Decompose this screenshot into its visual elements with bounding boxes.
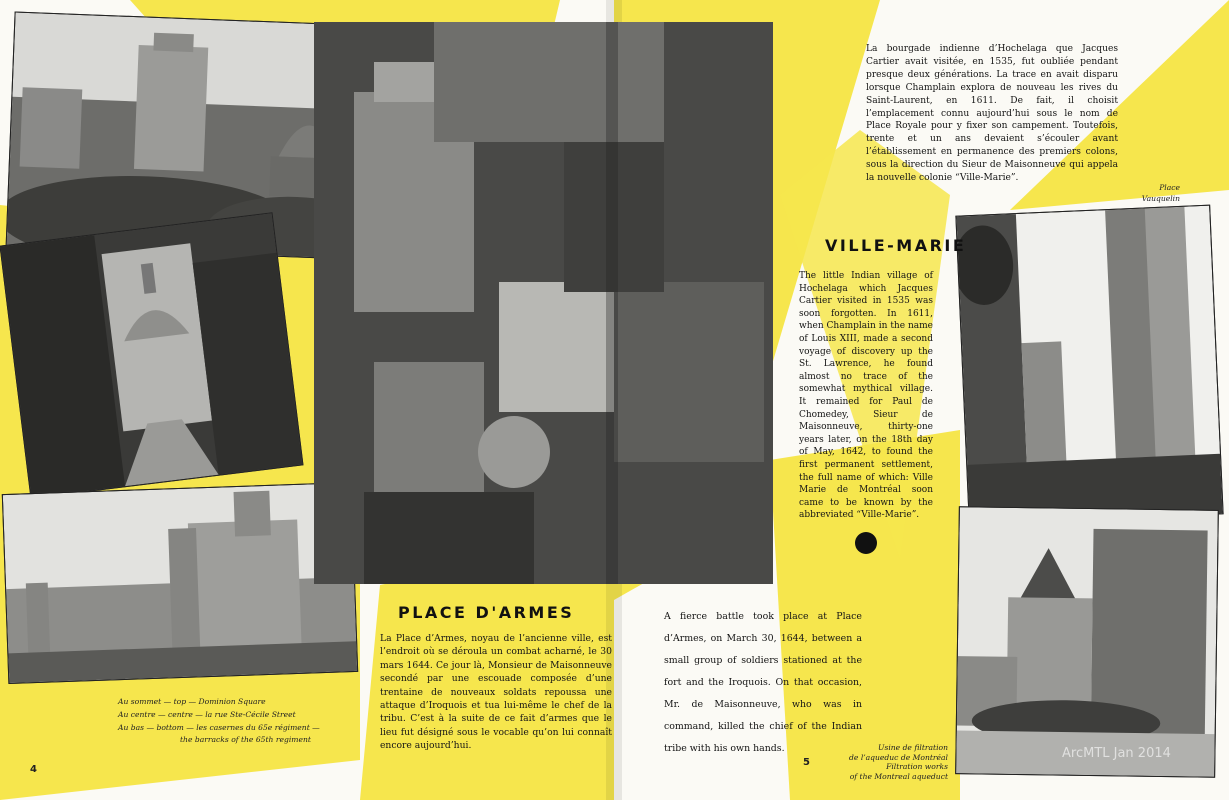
watermark: ArcMTL Jan 2014 xyxy=(1062,746,1171,761)
page-number-left: 4 xyxy=(30,764,37,775)
caption-filtration-line3: Filtration works xyxy=(886,762,948,771)
left-caption-top: Au sommet — top — Dominion Square xyxy=(118,697,266,706)
place-darmes-english-text: A fierce battle took place at Place d’Armes, on March 30, 1644, between a small group of soldiers stationed at the fort and the Iroquois. On that occasion, Mr. de Maisonneuve, who was in command, killed the chief of the Indian tribe with his own hands. xyxy=(664,611,862,754)
page-number-right: 5 xyxy=(803,757,810,768)
place-vauquelin-photo xyxy=(955,205,1223,526)
ville-marie-french-text: La bourgade indienne d’Hochelaga que Jacques Cartier avait visitée, en 1535, fut oubliée pendant presque deux générations. La trace en avait disparu lorsque Champlain explora de nouveau les rives du Saint-Laurent, en 1611. De fait, il choisit l’emplacement connu aujourd’hui sous le nom de Place Royale pour y fixer son campement. Toutefois, trente et un ans devaient s’écouler avant l’établissement en permanence des premiers colons, sous la direction du Sieur de Maisonneuve qui appela la nouvelle colonie “Ville-Marie”. xyxy=(866,44,1118,184)
rue-ste-cecile-photo xyxy=(0,212,304,499)
ville-marie-heading: VILLE-MARIE xyxy=(825,236,967,255)
caption-vauquelin-line1: Place xyxy=(1159,183,1180,192)
filtration-works-photo xyxy=(955,506,1219,778)
place-darmes-french-text: La Place d’Armes, noyau de l’ancienne ville, est l’endroit où se déroula un combat acharné, le 30 mars 1644. Ce jour là, Monsieur de Maisonneuve secondé par une escouade composée d’une trentaine de nouveaux soldats repoussa une attaque d’Iroquois et tua lui-même le chef de la tribu. C’est à la suite de ce fait d’armes que le lieu fut désigné sous le vocable qu’on lui connaît encore aujourd’hui. xyxy=(380,633,612,752)
caption-filtration-works xyxy=(830,743,948,781)
caption-filtration-line1: Usine de filtration xyxy=(878,743,948,752)
caption-place-vauquelin xyxy=(1140,182,1180,204)
caption-filtration-line4: of the Montreal aqueduct xyxy=(849,771,948,781)
caption-vauquelin-line2: Vauquelin xyxy=(1141,194,1180,203)
ville-marie-english-text: The little Indian village of Hochelaga which Jacques Cartier visited in 1535 was soon forgotten. In 1611, when Champlain in the name of Louis XIII, made a second voyage of discovery up the St. Lawrence, he found almost no trace of the somewhat mythical village. It remained for Paul de Chomedey, Sieur de Maisonneuve, thirty-one years later, on the 18th day of May, 1642, to found the first permanent settlement, the full name of which: Ville Marie de Montréal soon came to be known by the abbreviated “Ville-Marie”. xyxy=(799,271,933,521)
place-darmes-heading: PLACE D'ARMES xyxy=(398,603,575,622)
left-caption-centre: Au centre — centre — la rue Ste-Cécile Street xyxy=(118,710,296,719)
left-caption-bottom: Au bas — bottom — les casernes du 65e régiment — xyxy=(118,723,320,732)
left-caption-bottom-english: the barracks of the 65th regiment xyxy=(180,735,311,744)
place-darmes-aerial-photo xyxy=(314,22,773,584)
barracks-65th-regiment-photo xyxy=(2,482,358,684)
caption-filtration-line2: de l’aqueduc de Montréal xyxy=(849,752,948,762)
